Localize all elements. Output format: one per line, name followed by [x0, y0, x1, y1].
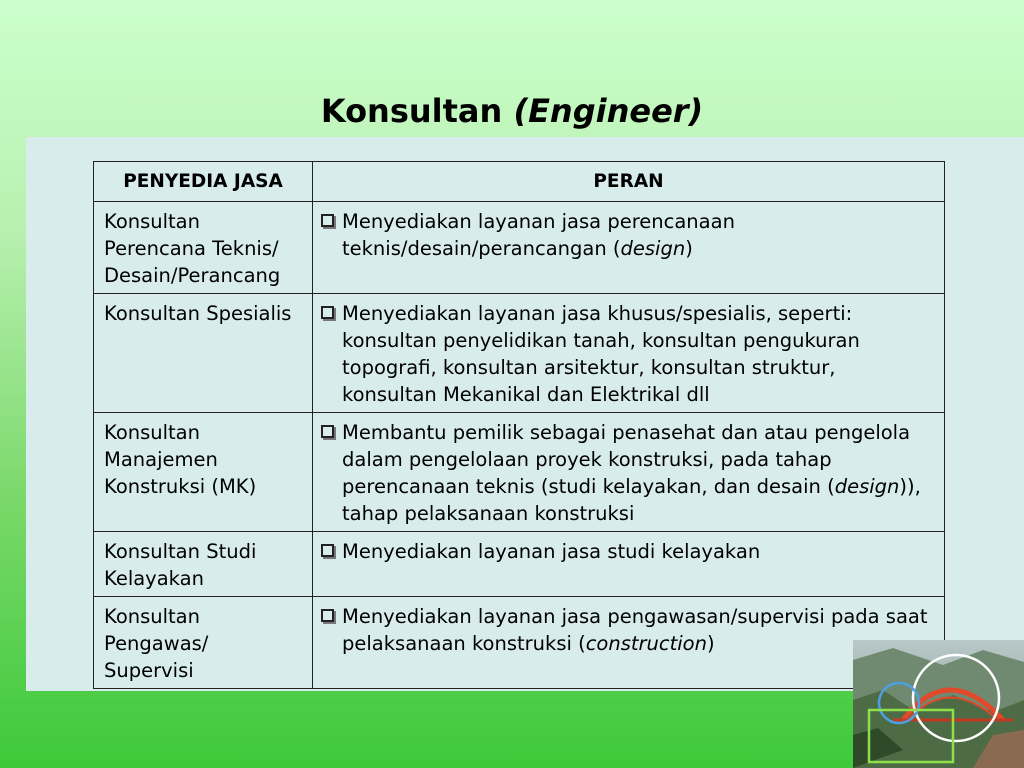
- table-row: [94, 202, 945, 294]
- role-cell: [313, 294, 945, 413]
- checkbox-bullet-icon: [321, 214, 334, 227]
- table-row: [94, 294, 945, 413]
- role-text: Menyediakan layanan jasa khusus/spesialis, seperti: konsultan penyelidikan tanah, konsultan pengukuran topografi, konsultan arsitektur, konsultan struktur, konsultan Mekanikal dan Elektrikal dll: [342, 302, 860, 406]
- provider-cell: Konsultan Spesialis: [94, 294, 313, 413]
- checkbox-bullet-icon: [321, 425, 334, 438]
- bridge-photo: [853, 640, 1024, 768]
- provider-cell: Konsultan Manajemen Konstruksi (MK): [94, 413, 313, 532]
- table-header-row: [94, 162, 945, 202]
- provider-cell: Konsultan Pengawas/ Supervisi: [94, 597, 313, 689]
- slide-title: [0, 92, 1024, 130]
- header-role: PERAN: [313, 162, 945, 202]
- role-cell: [313, 202, 945, 294]
- role-cell: [313, 413, 945, 532]
- slide-title-main: Konsultan: [320, 92, 503, 130]
- checkbox-bullet-icon: [321, 609, 334, 622]
- table-row: [94, 532, 945, 597]
- role-text: Menyediakan layanan jasa pengawasan/supervisi pada saat pelaksanaan konstruksi (construction): [342, 605, 928, 655]
- role-cell: [313, 597, 945, 689]
- checkbox-bullet-icon: [321, 544, 334, 557]
- role-text: Menyediakan layanan jasa studi kelayakan: [342, 540, 761, 563]
- provider-cell: Konsultan Studi Kelayakan: [94, 532, 313, 597]
- role-text: Menyediakan layanan jasa perencanaan teknis/desain/perancangan (design): [342, 210, 735, 260]
- bridge-illustration: [853, 640, 1024, 768]
- role-cell: [313, 532, 945, 597]
- checkbox-bullet-icon: [321, 306, 334, 319]
- slide-title-italic: (Engineer): [513, 92, 704, 130]
- provider-cell: Konsultan Perencana Teknis/ Desain/Perancang: [94, 202, 313, 294]
- table-row: [94, 413, 945, 532]
- consultant-table: [93, 161, 945, 689]
- header-provider: PENYEDIA JASA: [94, 162, 313, 202]
- table-row: [94, 597, 945, 689]
- role-text: Membantu pemilik sebagai penasehat dan atau pengelola dalam pengelolaan proyek konstruksi, pada tahap perencanaan teknis (studi kelayakan, dan desain (design)), tahap pelaksanaan konstruksi: [342, 421, 921, 525]
